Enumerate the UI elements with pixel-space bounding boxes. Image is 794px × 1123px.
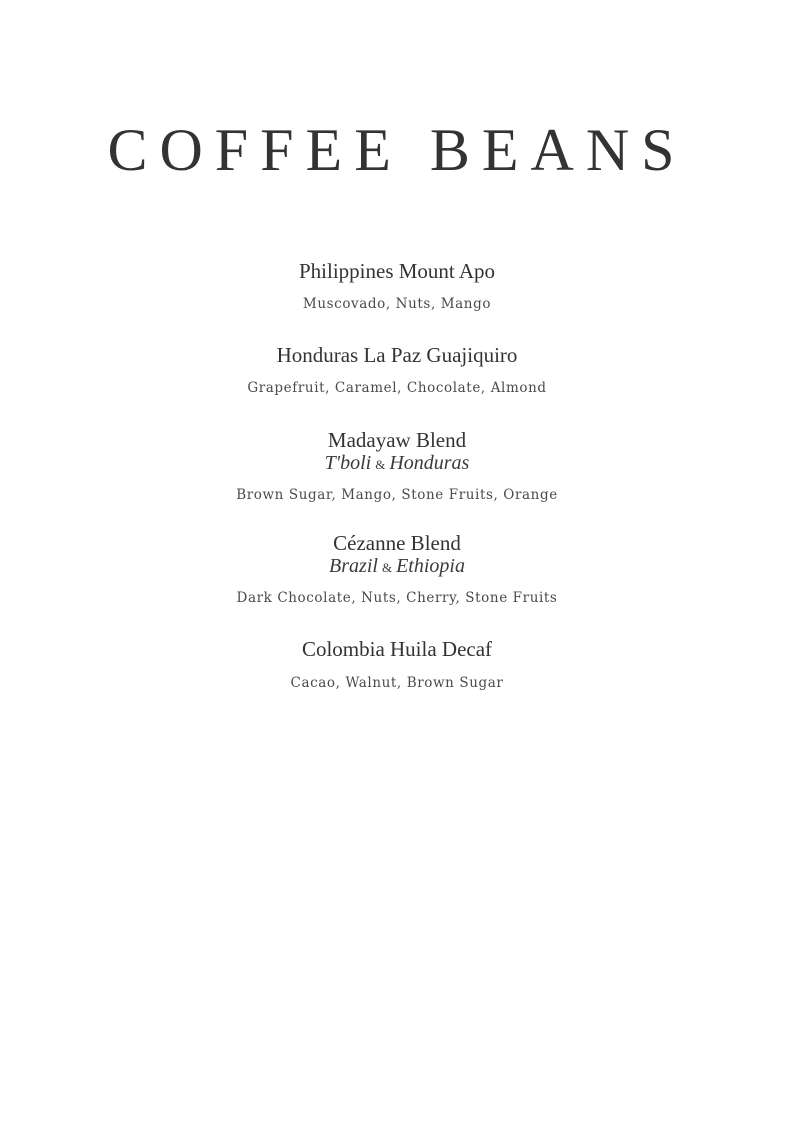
coffee-item-notes: Cacao, Walnut, Brown Sugar: [290, 675, 504, 691]
coffee-item-name: Honduras La Paz Guajiquiro: [276, 343, 518, 367]
coffee-item-name: Madayaw Blend: [327, 428, 467, 452]
origin-country: Ethiopia: [396, 555, 465, 577]
coffee-item-name: Colombia Huila Decaf: [301, 637, 493, 661]
coffee-item-origin: [0, 554, 794, 580]
coffee-item-name: Philippines Mount Apo: [298, 259, 496, 283]
coffee-item-notes: Muscovado, Nuts, Mango: [302, 296, 492, 312]
origin-ampersand: &: [381, 560, 393, 575]
origin-ampersand: &: [375, 457, 386, 472]
page-title: COFFEE BEANS: [107, 117, 687, 183]
origin-country: T'boli: [324, 452, 372, 474]
coffee-item-origin: [0, 451, 794, 477]
origin-country: Brazil: [329, 555, 378, 577]
coffee-item-notes: Brown Sugar, Mango, Stone Fruits, Orange: [236, 487, 558, 503]
coffee-item-notes: Dark Chocolate, Nuts, Cherry, Stone Fruits: [236, 590, 558, 606]
coffee-item-name: Cézanne Blend: [333, 531, 461, 555]
coffee-item-notes: Grapefruit, Caramel, Chocolate, Almond: [247, 380, 547, 396]
origin-country: Honduras: [389, 452, 470, 474]
